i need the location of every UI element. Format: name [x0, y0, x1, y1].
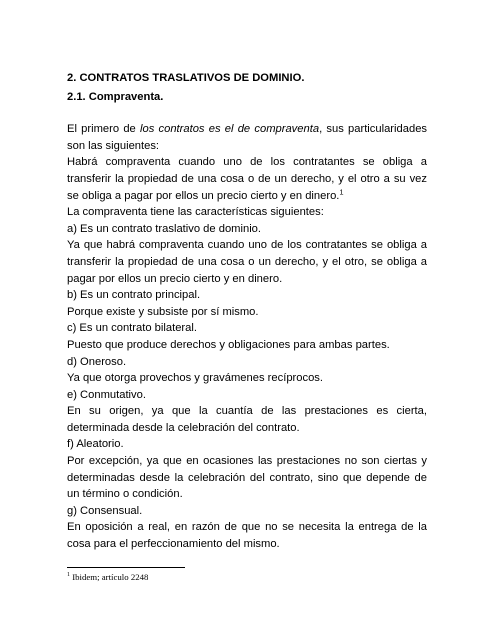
footnote-text: Ibidem; artículo 2248 — [70, 572, 149, 582]
page-content — [67, 70, 427, 553]
body-paragraph: Ya que habrá compraventa cuando uno de los contratantes se obliga a transferir la propiedad de una cosa o un derecho, y el otro, se obliga a pagar por ellos un precio cierto y en dinero. — [67, 239, 427, 285]
body-paragraph: Puesto que produce derechos y obligaciones para ambas partes. — [67, 338, 390, 351]
definition-paragraph — [67, 154, 427, 204]
body-paragraph: e) Conmutativo. — [67, 388, 146, 401]
footnote-reference[interactable]: 1 — [339, 186, 344, 196]
intro-paragraph — [67, 121, 427, 154]
body-paragraph: Porque existe y subsiste por sí mismo. — [67, 305, 259, 318]
body-paragraph: La compraventa tiene las características siguientes: — [67, 206, 324, 219]
body-paragraph: En oposición a real, en razón de que no se necesita la entrega de la cosa para el perfeccionamiento del mismo. — [67, 521, 427, 551]
body-paragraph: a) Es un contrato traslativo de dominio. — [67, 222, 262, 235]
footnote — [67, 572, 427, 583]
section-title: 2. CONTRATOS TRASLATIVOS DE DOMINIO. — [67, 72, 305, 84]
footnote-separator — [67, 567, 185, 568]
section-subtitle: 2.1. Compraventa. — [67, 90, 164, 103]
definition-text: Habrá compraventa cuando uno de los contratantes se obliga a transferir la propiedad de una cosa o de un derecho, y el otro a su vez se obliga a pagar por ellos un precio cierto y en dinero. — [67, 156, 427, 202]
body-paragraph: f) Aleatorio. — [67, 438, 124, 451]
body-paragraph: c) Es un contrato bilateral. — [67, 322, 197, 335]
body-paragraph: En su origen, ya que la cuantía de las prestaciones es cierta, determinada desde la celebración del contrato. — [67, 405, 427, 434]
body-paragraph: g) Consensual. — [67, 504, 143, 517]
intro-text-before: El primero de — [67, 123, 140, 136]
intro-emphasis: los contratos es el de compraventa — [139, 123, 320, 136]
body-paragraph: Ya que otorga provechos y gravámenes recíprocos. — [67, 372, 324, 385]
body-paragraph: d) Oneroso. — [67, 355, 127, 368]
footnote-number: 1 — [67, 572, 70, 579]
body-paragraph: b) Es un contrato principal. — [67, 289, 201, 302]
body-paragraph: Por excepción, ya que en ocasiones las prestaciones no son ciertas y determinadas desde la celebración del contrato, sino que depende de un término o condición. — [67, 455, 427, 501]
intro-text-after: , sus particularidades son las siguientes: — [67, 123, 428, 152]
